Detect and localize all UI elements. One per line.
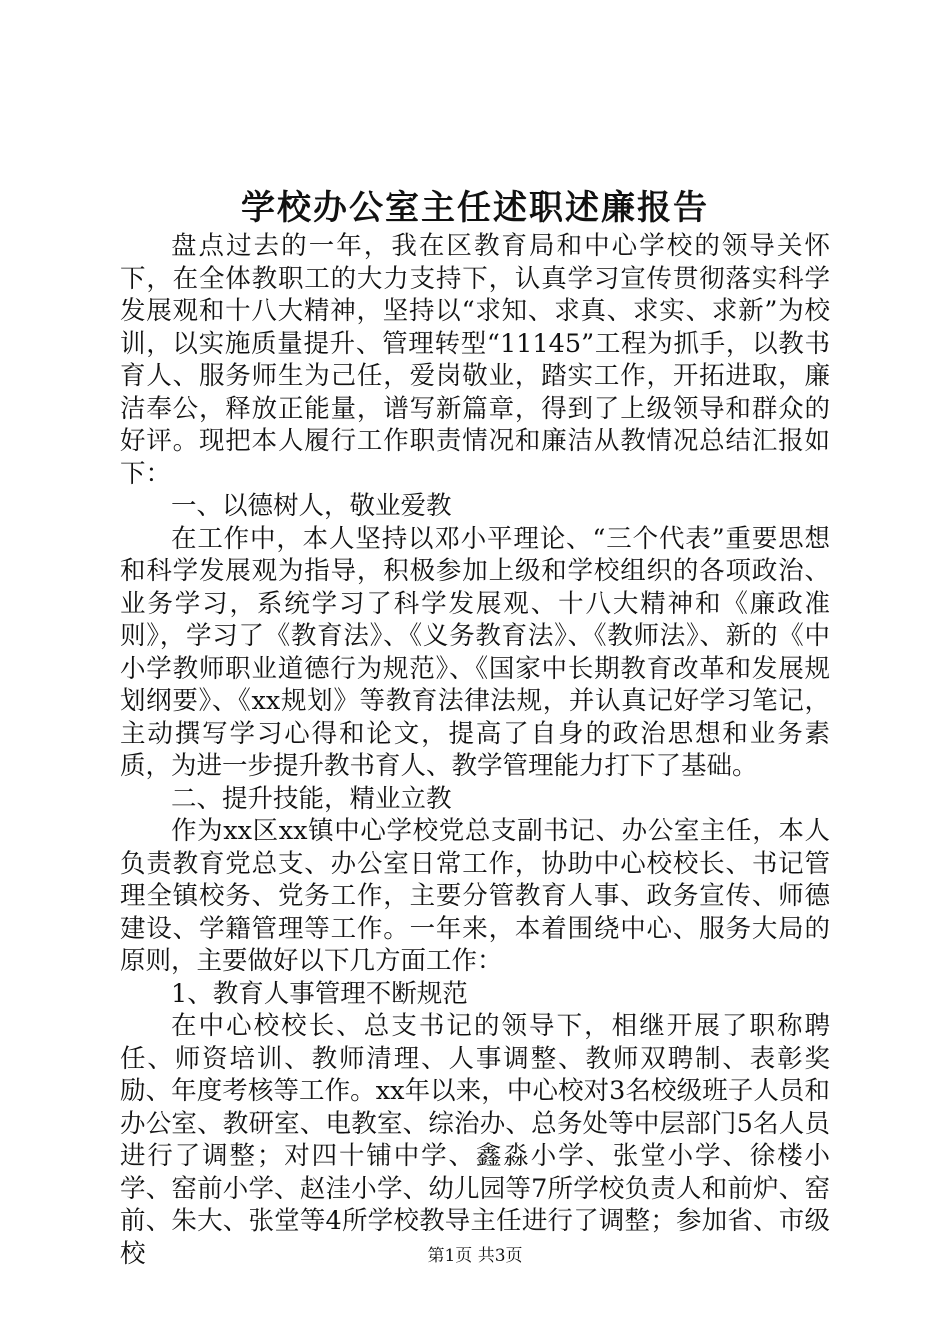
document-title: 学校办公室主任述职述廉报告 <box>241 188 709 228</box>
section-heading-1: 一、以德树人，敬业爱教 <box>171 491 452 521</box>
section-heading-2: 二、提升技能，精业立教 <box>171 783 452 814</box>
subsection-heading-1: 1、教育人事管理不断规范 <box>171 978 468 1009</box>
paragraph-intro: 盘点过去的一年，我在区教育局和中心学校的领导关怀下，在全体教职工的大力支持下，认真学习宣传贯彻落实科学发展观和十八大精神，坚持以“求知、求真、求实、求新”为校训，以实施质量提升、管理转型“11145”工程为抓手，以教书育人、服务师生为己任，爱岗敬业，踏实工作，开拓进取，廉洁奉公，释放正能量，谱写新篇章，得到了上级领导和群众的好评。现把本人履行工作职责情况和廉洁从教情况总结汇报如下： <box>120 231 830 489</box>
page-number-footer: 第1页 共3页 <box>427 1246 523 1266</box>
document-body <box>120 230 830 1270</box>
paragraph-section-2: 作为xx区xx镇中心学校党总支副书记、办公室主任，本人负责教育党总支、办公室日常工作，协助中心校校长、书记管理全镇校务、党务工作，主要分管教育人事、政务宣传、师德建设、学籍管理等工作。一年来，本着围绕中心、服务大局的原则，主要做好以下几方面工作： <box>120 816 830 976</box>
paragraph-section-1: 在工作中，本人坚持以邓小平理论、“三个代表”重要思想和科学发展观为指导，积极参加上级和学校组织的各项政治、业务学习，系统学习了科学发展观、十八大精神和《廉政准则》，学习了《教育法》、《义务教育法》、《教师法》、新的《中小学教师职业道德行为规范》、《国家中长期教育改革和发展规划纲要》、《xx规划》等教育法律法规，并认真记好学习笔记，主动撰写学习心得和论文，提高了自身的政治思想和业务素质，为进一步提升教书育人、教学管理能力打下了基础。 <box>120 523 830 781</box>
paragraph-subsection-1: 在中心校校长、总支书记的领导下，相继开展了职称聘任、师资培训、教师清理、人事调整、教师双聘制、表彰奖励、年度考核等工作。xx年以来，中心校对3名校级班子人员和办公室、教研室、电教室、综治办、总务处等中层部门5名人员进行了调整；对四十铺中学、鑫淼小学、张堂小学、徐楼小学、窑前小学、赵洼小学、幼儿园等7所学校负责人和前炉、窑前、朱大、张堂等4所学校教导主任进行了调整；参加省、市级校 <box>120 1011 830 1269</box>
